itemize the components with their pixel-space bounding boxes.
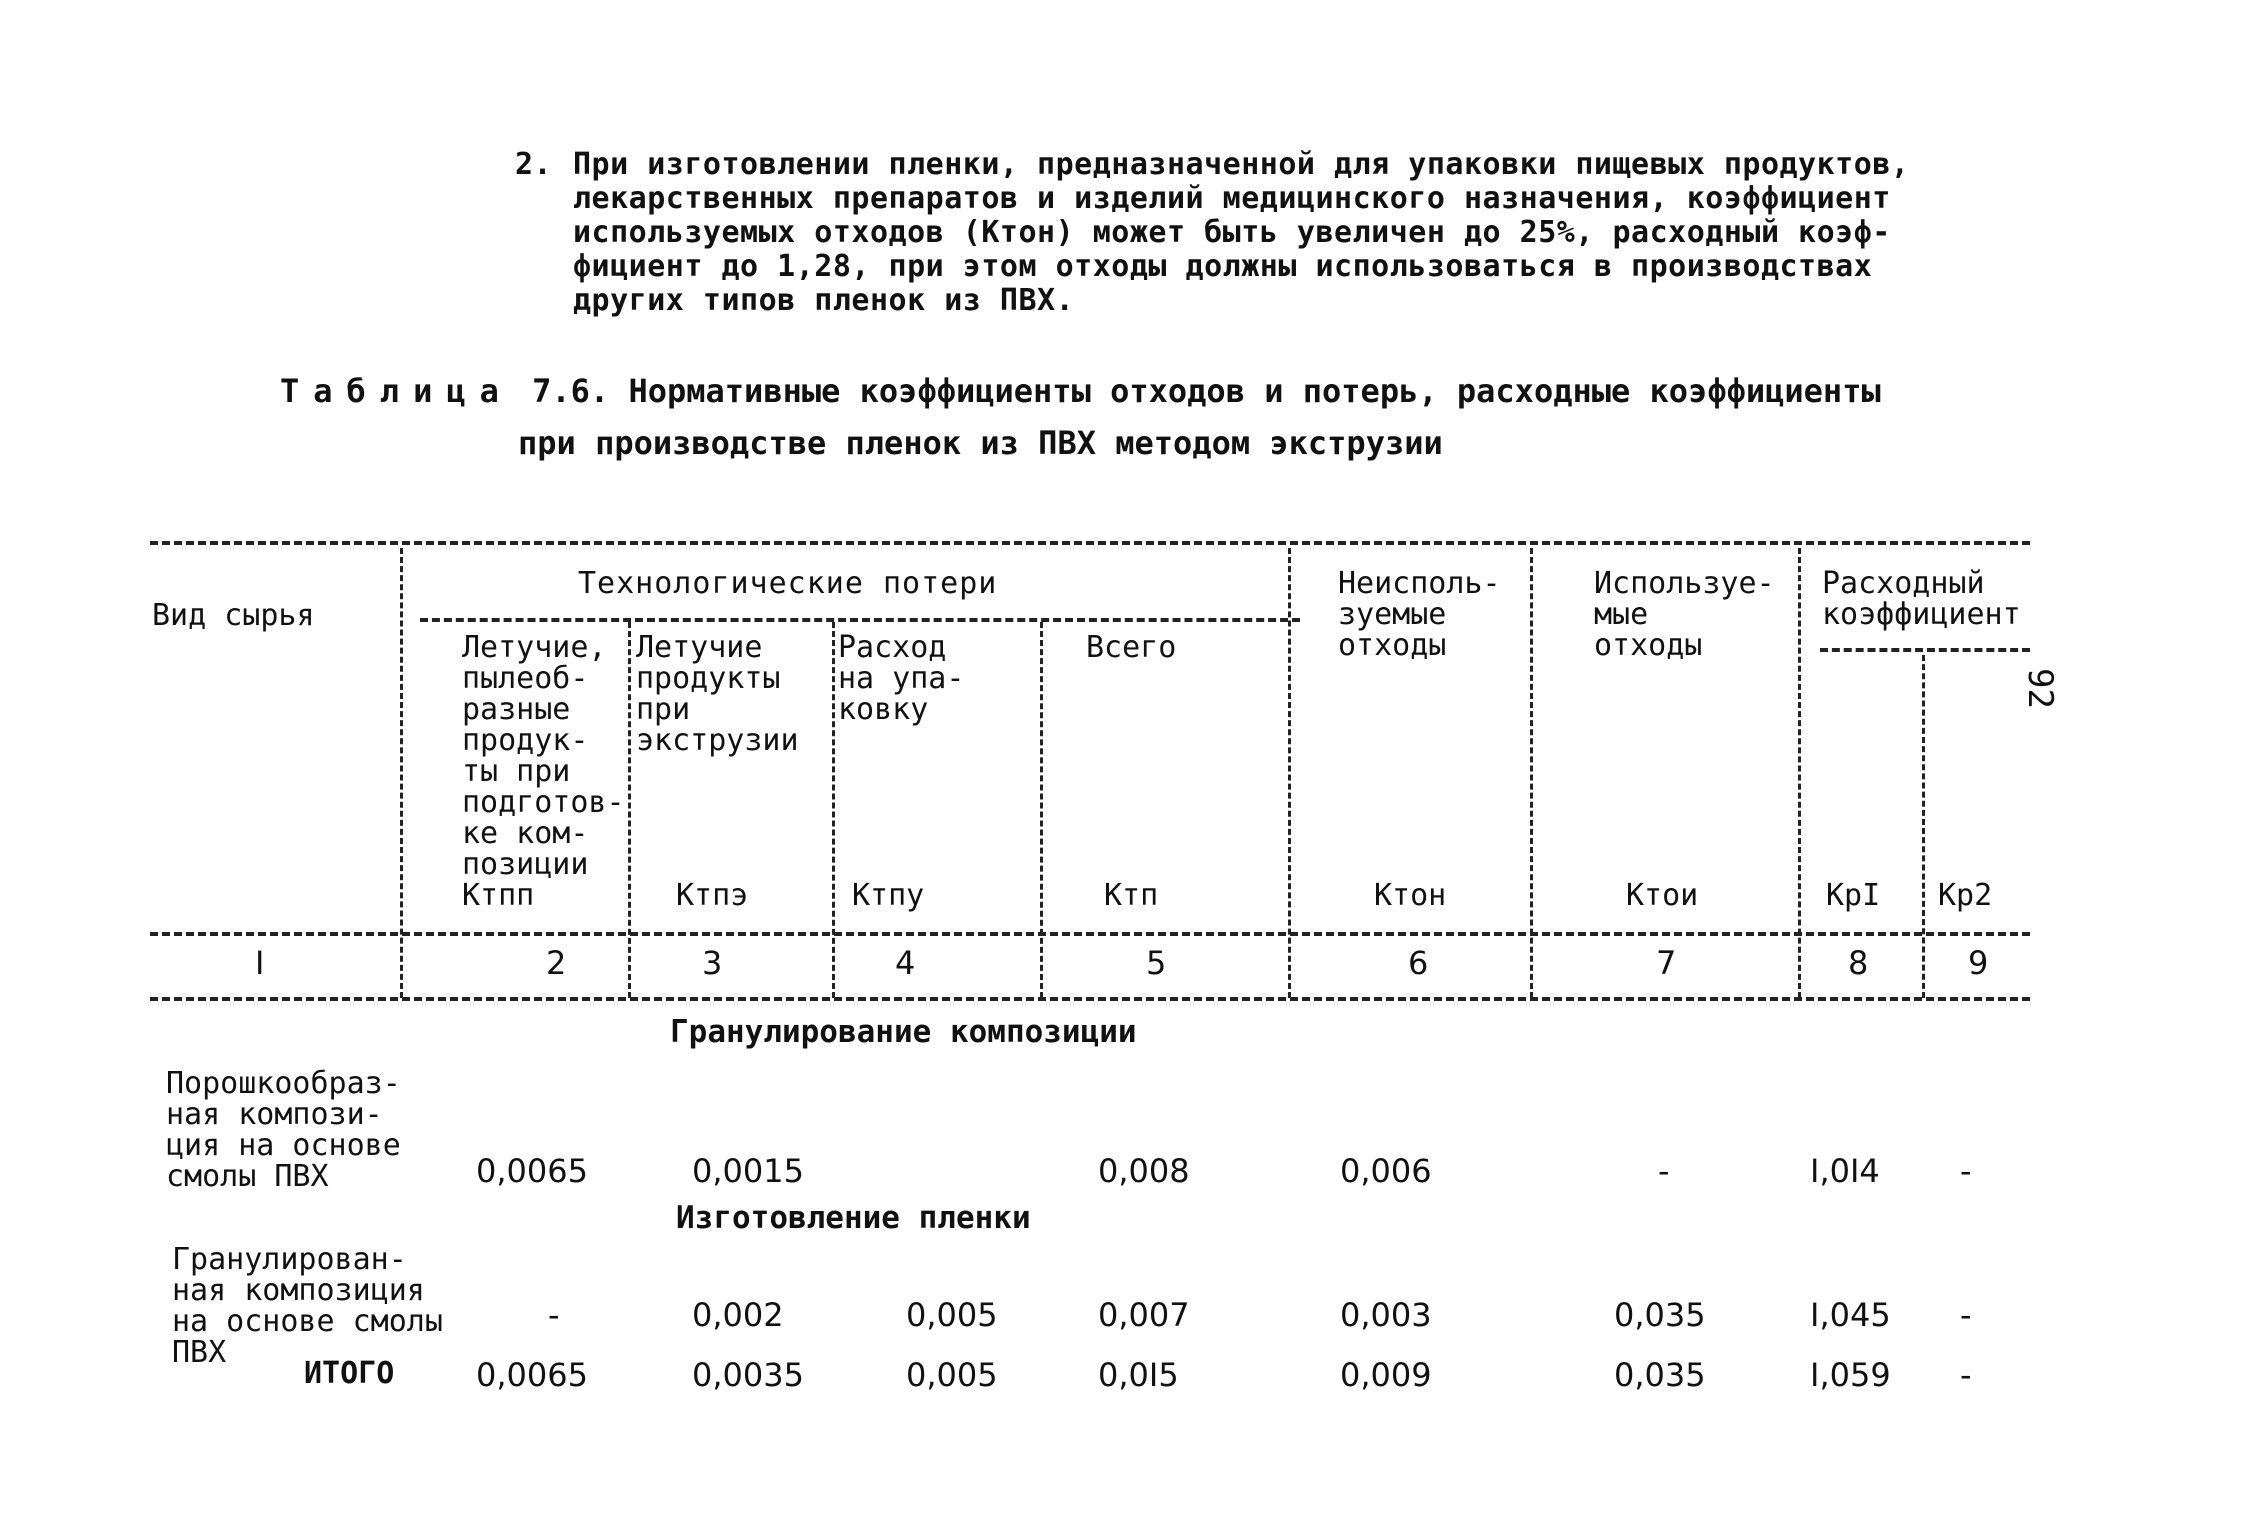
consumption-rule: [1820, 648, 2030, 652]
header-col2-symbol: Kтпп: [462, 878, 535, 913]
note-line: фициент до 1,28, при этом отходы должны использоваться в производствах: [573, 249, 1873, 284]
col-number: 5: [1146, 944, 1167, 982]
page-number: 92: [2020, 668, 2060, 709]
note-line: При изготовлении пленки, предназначенной для упаковки пищевых продуктов,: [573, 147, 1910, 182]
col-number: 8: [1848, 944, 1869, 982]
header-raw-type: Вид сырья: [152, 598, 315, 633]
header-col9-symbol: Kp2: [1938, 878, 1993, 913]
table-caption: [280, 372, 1881, 410]
table-cell: -: [1960, 1152, 1972, 1190]
table-cell: I,045: [1810, 1296, 1891, 1334]
table-cell: 0,035: [1614, 1296, 1706, 1334]
note-number: 2.: [515, 147, 553, 182]
table-cell: I,059: [1810, 1356, 1891, 1394]
col-number: 3: [702, 944, 723, 982]
header-col4-symbol: Kтпу: [852, 878, 925, 913]
note-line: лекарственных препаратов и изделий медицинского назначения, коэффициент: [573, 181, 1891, 216]
table-cell: 0,005: [906, 1356, 998, 1394]
header-col4: Расход на упа- ковку: [838, 630, 965, 727]
header-col7-symbol: Kтои: [1626, 878, 1699, 913]
note-line: используемых отходов (Kтон) может быть увеличен до 25%, расходный коэф-: [573, 215, 1891, 250]
col-divider: [628, 622, 631, 998]
col-number: 4: [895, 944, 916, 982]
header-col5: Всего: [1086, 630, 1177, 665]
table-cell: -: [1960, 1356, 1972, 1394]
header-col7: Используе- мые отходы: [1594, 566, 1775, 663]
col-number: 9: [1968, 944, 1989, 982]
header-col2: Летучие, пылеоб- разные продук- ты при подготов- ке ком- позиции: [462, 630, 625, 882]
table-cell: 0,002: [692, 1296, 784, 1334]
col-number: I: [255, 944, 265, 982]
col-number: 6: [1408, 944, 1429, 982]
section-title: Гранулирование композиции: [670, 1014, 1137, 1050]
col-divider: [1530, 548, 1533, 998]
table-cell: 0,0035: [692, 1356, 804, 1394]
header-tech-losses: Технологические потери: [578, 566, 998, 601]
table-cell: 0,0015: [692, 1152, 804, 1190]
table-cell: 0,007: [1098, 1296, 1190, 1334]
table-cell: 0,005: [906, 1296, 998, 1334]
col-divider: [1922, 655, 1925, 998]
section-title: Изготовление пленки: [676, 1200, 1031, 1236]
tech-losses-rule: [420, 618, 1300, 622]
col-divider: [832, 622, 835, 998]
total-label: ИТОГО: [304, 1356, 395, 1391]
header-col3: Летучие продукты при экструзии: [636, 630, 799, 758]
note-line: других типов пленок из ПВХ.: [573, 283, 1075, 318]
header-col6: Неисполь- зуемые отходы: [1338, 566, 1501, 663]
note-paragraph: [515, 147, 1910, 318]
table-label: Таблица: [280, 372, 513, 410]
header-col6-symbol: Kтон: [1374, 878, 1447, 913]
header-consumption: Расходный коэффициент: [1822, 566, 2021, 632]
table-cell: 0,0065: [476, 1152, 588, 1190]
col-divider: [1798, 548, 1801, 998]
header-col5-symbol: Kтп: [1104, 878, 1159, 913]
table-cell: 0,006: [1340, 1152, 1432, 1190]
table-top-rule: [150, 541, 2030, 545]
row-label: Порошкообраз- ная компози- ция на основе смолы ПВХ: [166, 1066, 401, 1194]
table-caption-line1: 7.6. Нормативные коэффициенты отходов и потерь, расходные коэффициенты: [532, 372, 1881, 410]
col-divider: [400, 548, 403, 998]
table-cell: 0,003: [1340, 1296, 1432, 1334]
table-cell: 0,008: [1098, 1152, 1190, 1190]
col-divider: [1288, 548, 1291, 998]
table-caption-line2: при производстве пленок из ПВХ методом экструзии: [518, 424, 1443, 462]
table-cell: -: [1658, 1152, 1670, 1190]
header-col8-symbol: KpI: [1826, 878, 1881, 913]
col-number: 2: [546, 944, 567, 982]
row-label: Гранулирован- ная композиция на основе смолы ПВХ: [172, 1242, 443, 1370]
table-cell: -: [1960, 1296, 1972, 1334]
table-cell: 0,009: [1340, 1356, 1432, 1394]
header-bottom-rule: [150, 932, 2030, 936]
header-col3-symbol: Kтпэ: [676, 878, 749, 913]
col-number: 7: [1656, 944, 1677, 982]
numbers-bottom-rule: [150, 997, 2030, 1001]
col-divider: [1040, 622, 1043, 998]
table-cell: 0,0I5: [1098, 1356, 1179, 1394]
table-cell: 0,035: [1614, 1356, 1706, 1394]
table-cell: -: [548, 1296, 560, 1334]
table-cell: I,0I4: [1810, 1152, 1880, 1190]
table-cell: 0,0065: [476, 1356, 588, 1394]
